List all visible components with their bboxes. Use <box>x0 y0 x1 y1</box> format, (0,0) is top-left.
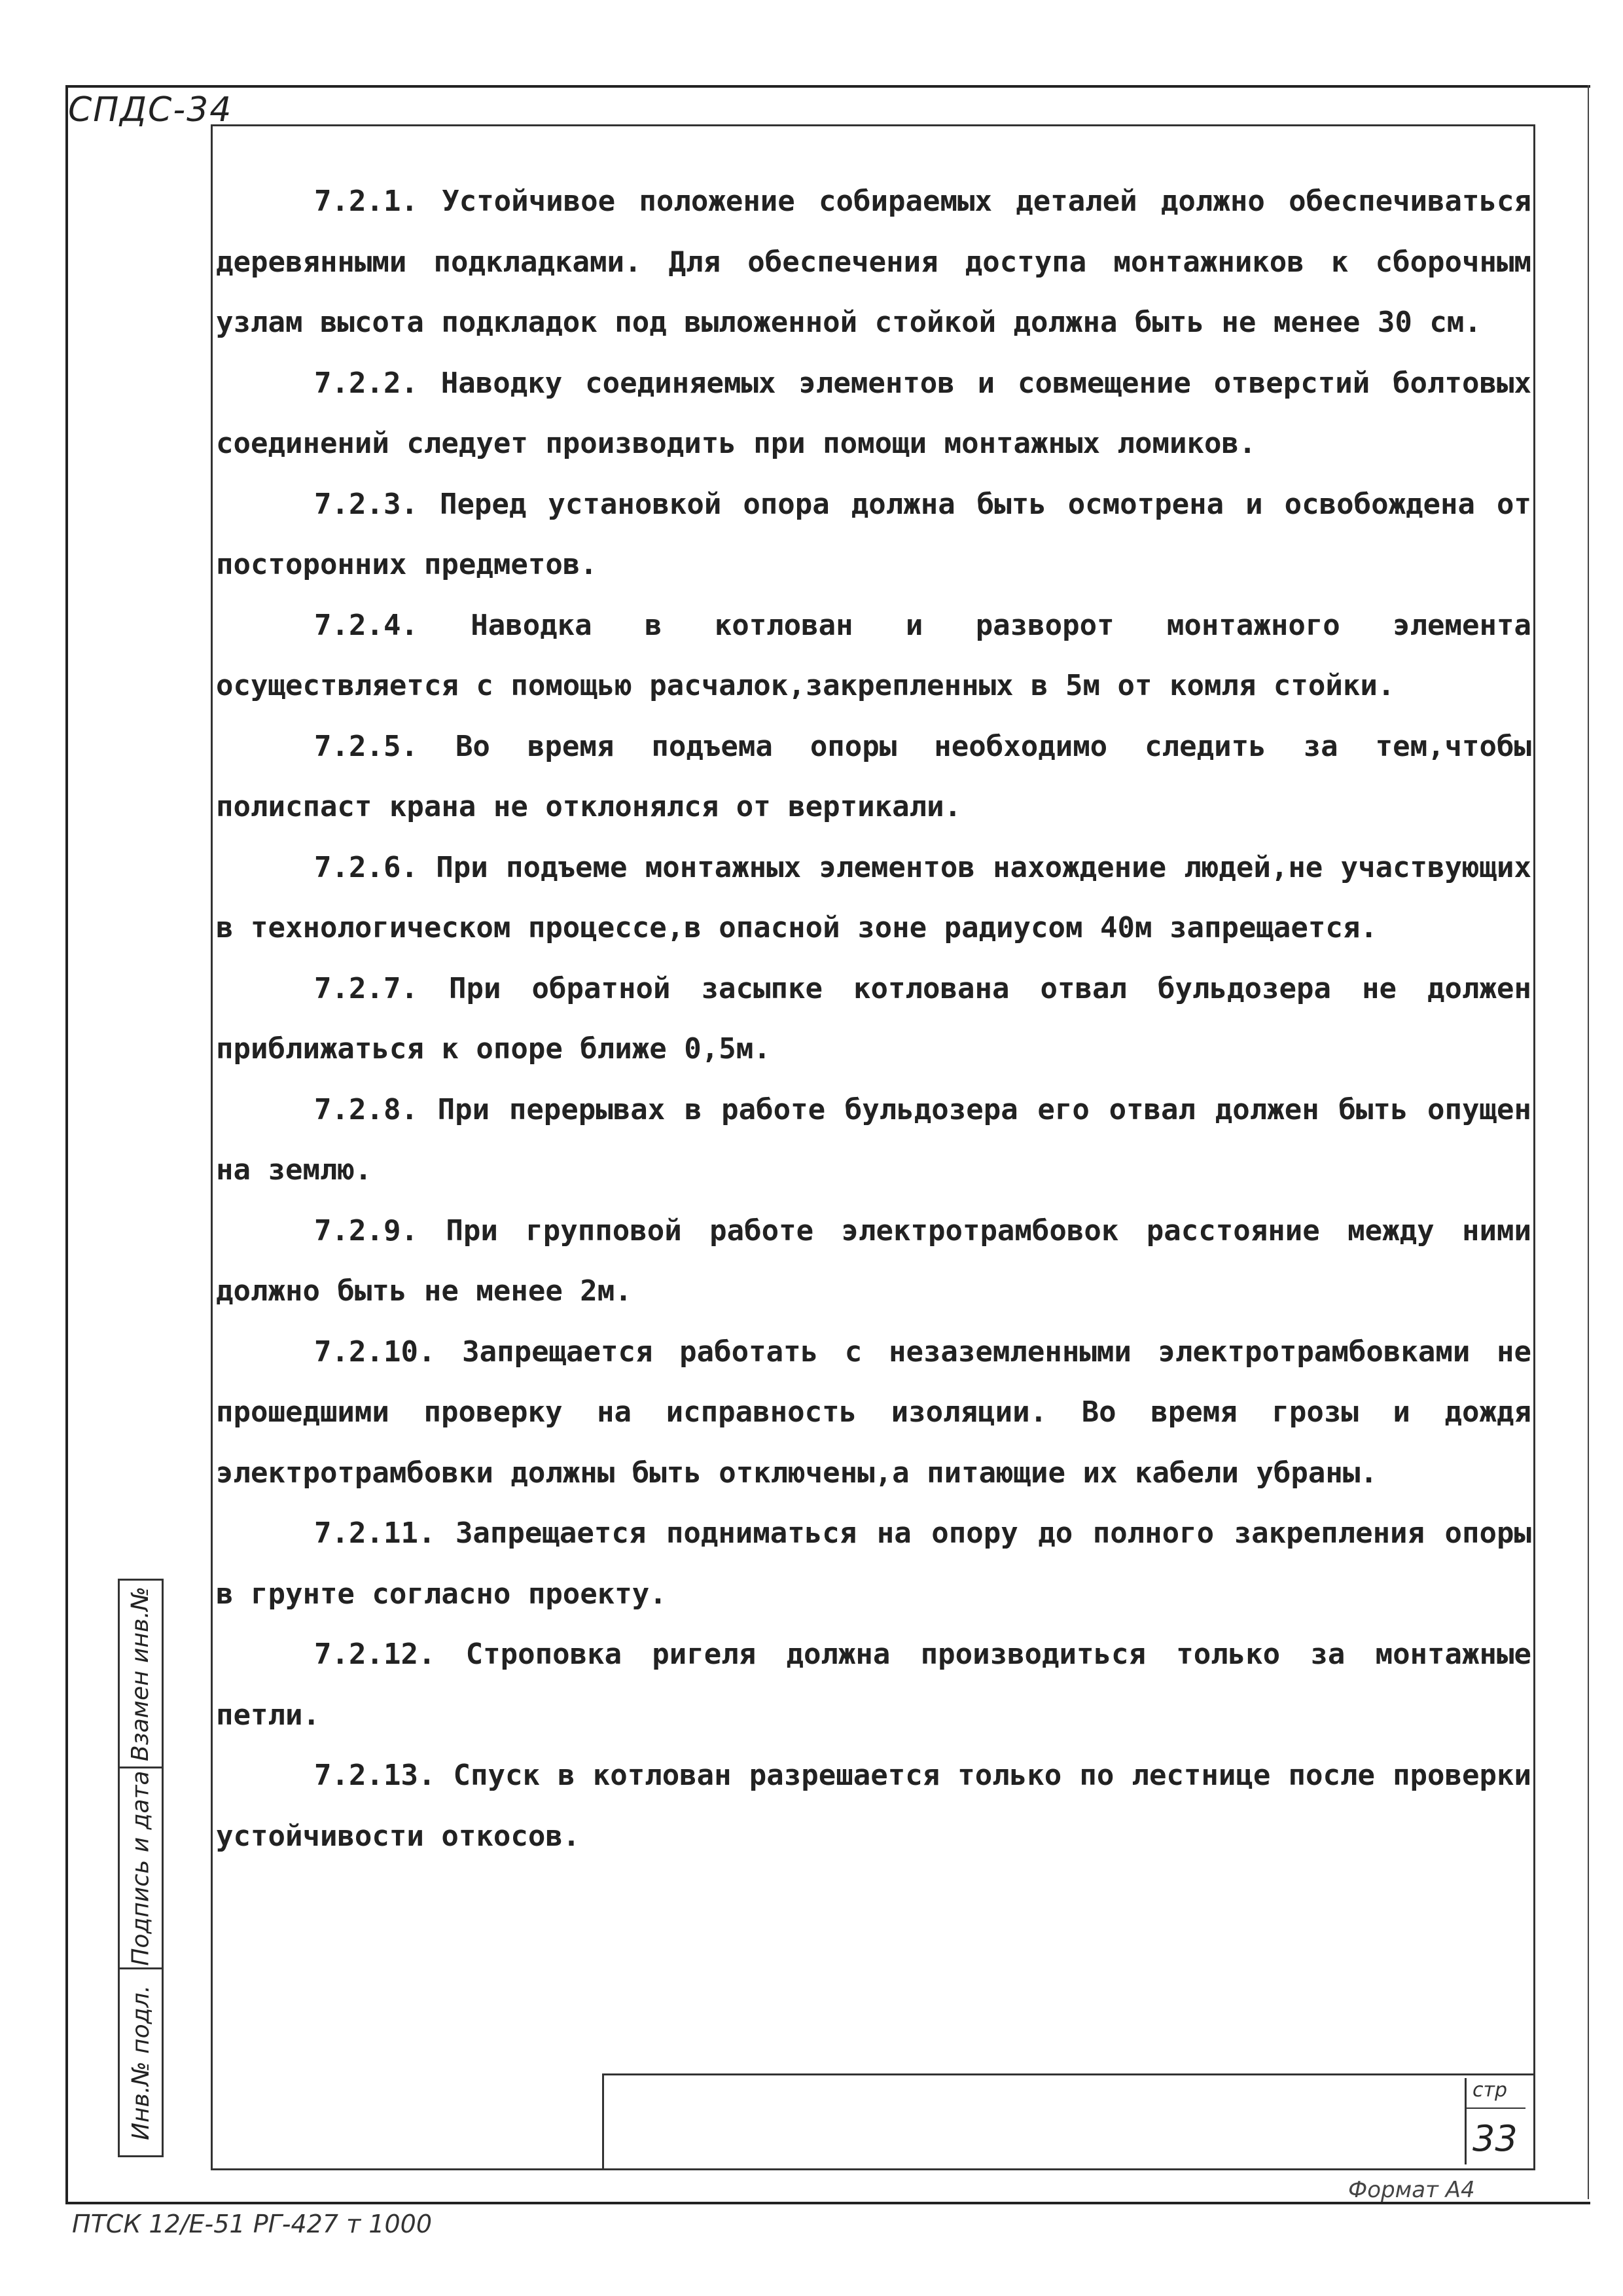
format-label: Формат А4 <box>1348 2177 1475 2203</box>
document-body <box>216 171 1531 1867</box>
paragraph-7-2-5: 7.2.5. Во время подъема опоры необходимо следить за тем,чтобы полиспаст крана не отклонялся от вертикали. <box>216 729 1531 823</box>
paragraph-7-2-13: 7.2.13. Спуск в котлован разрешается только по лестнице после проверки устойчивости откосов. <box>216 1759 1531 1853</box>
paragraph-7-2-8: 7.2.8. При перерывах в работе бульдозера его отвал должен быть опущен на землю. <box>216 1092 1531 1187</box>
paragraph-7-2-11: 7.2.11. Запрещается подниматься на опору до полного закрепления опоры в грунте согласно проекту. <box>216 1516 1531 1611</box>
stamp-label-vzam-inv: Взамен инв.№ <box>127 1586 154 1761</box>
paragraph-7-2-9: 7.2.9. При групповой работе электротрамбовок расстояние между ними должно быть не менее 2м. <box>216 1213 1531 1308</box>
stamp-cell-vzam-inv <box>120 1581 162 1768</box>
page-number: 33 <box>1472 2118 1518 2159</box>
paragraph-7-2-12: 7.2.12. Строповка ригеля должна производиться только за монтажные петли. <box>216 1638 1531 1732</box>
paragraph-7-2-6: 7.2.6. При подъеме монтажных элементов нахождение людей,не участвующих в технологическом процессе,в опасной зоне радиусом 40м запрещается. <box>216 850 1531 944</box>
paragraph-7-2-3: 7.2.3. Перед установкой опора должна быть осмотрена и освобождена от посторонних предметов. <box>216 487 1531 581</box>
paragraph-7-2-2: 7.2.2. Наводку соединяемых элементов и совмещение отверстий болтовых соединений следует производить при помощи монтажных ломиков. <box>216 366 1531 460</box>
document-cipher: СПДС-34 <box>68 90 233 130</box>
stamp-cell-podpis-data <box>120 1768 162 1969</box>
footer-code: ПТСК 12/Е-51 РГ-427 т 1000 <box>72 2210 433 2238</box>
stamp-cell-inv-podl <box>120 1969 162 2155</box>
stamp-label-podpis-data: Подпись и дата <box>127 1770 154 1966</box>
title-block <box>602 2073 1533 2168</box>
page-label-divider <box>1467 2108 1525 2109</box>
paragraph-7-2-4: 7.2.4. Наводка в котлован и разворот монтажного элемента осуществляется с помощью расчалок,закрепленных в 5м от комля стойки. <box>216 608 1531 702</box>
paragraph-7-2-7: 7.2.7. При обратной засыпке котлована отвал бульдозера не должен приближаться к опоре ближе 0,5м. <box>216 971 1531 1066</box>
paragraph-7-2-10: 7.2.10. Запрещается работать с незаземленными электротрамбовками не прошедшими проверку на исправность изоляции. Во время грозы и дождя электротрамбовки должны быть отключены,а питающие их кабели убраны. <box>216 1335 1531 1490</box>
page-label: стр <box>1472 2079 1508 2102</box>
stamp-label-inv-podl: Инв.№ подл. <box>127 1984 154 2140</box>
outer-frame-right-edge <box>1588 85 1589 2199</box>
side-stamp <box>118 1579 164 2157</box>
paragraph-7-2-1: 7.2.1. Устойчивое положение собираемых деталей должно обеспечиваться деревянными подкладками. Для обеспечения доступа монтажников к сборочным узлам высота подкладок под выложенной стойкой должна быть не менее 30 см. <box>216 185 1531 339</box>
